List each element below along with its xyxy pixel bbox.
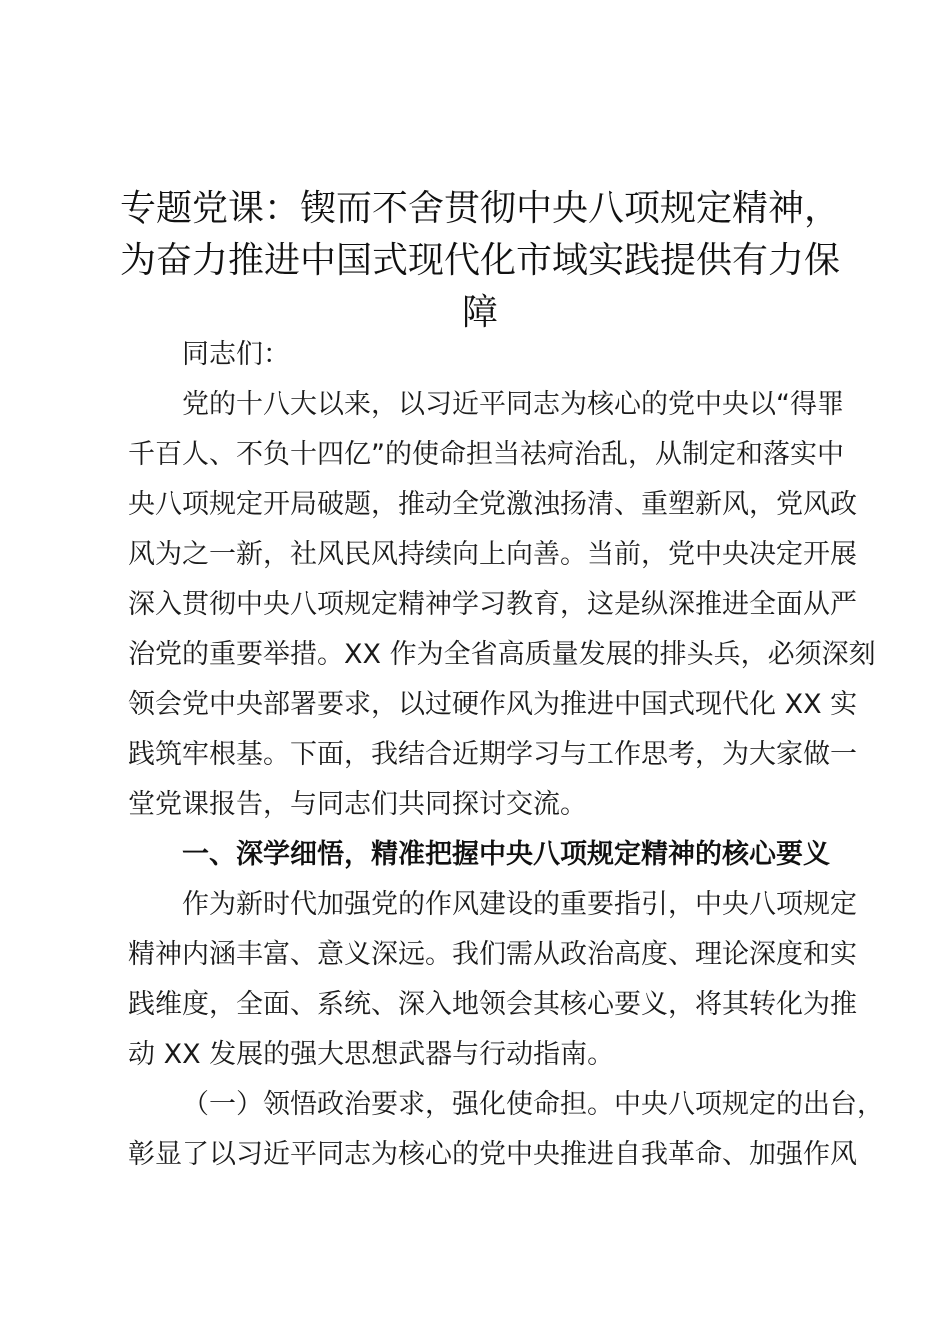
greeting <box>128 330 850 380</box>
section-heading-text: 一、深学细悟，精准把握中央八项规定精神的核心要义 <box>182 839 830 870</box>
document-body <box>128 330 884 1180</box>
paragraph-line: 央八项规定开局破题，推动全党激浊扬清、重塑新风，党风政 <box>128 489 857 520</box>
paragraph-line: 治党的重要举措。XX 作为全省高质量发展的排头兵，必须深刻 <box>128 639 876 670</box>
greeting-text: 同志们： <box>182 339 290 370</box>
section-heading <box>128 830 850 880</box>
paragraph-line: 作为新时代加强党的作风建设的重要指引，中央八项规定 <box>182 889 857 920</box>
document-title <box>120 183 840 339</box>
title-line-3: 障 <box>461 292 498 333</box>
intro-paragraph <box>128 380 876 830</box>
paragraph-line: 领会党中央部署要求，以过硬作风为推进中国式现代化 XX 实 <box>128 689 858 720</box>
title-line-1: 专题党课：锲而不舍贯彻中央八项规定精神， <box>120 188 841 229</box>
paragraph-line: 党的十八大以来，以习近平同志为核心的党中央以“得罪 <box>182 389 844 420</box>
subsection-paragraph <box>128 1080 884 1180</box>
paragraph-line: 千百人、不负十四亿”的使命担当祛疴治乱，从制定和落实中 <box>128 439 844 470</box>
section-intro-paragraph <box>128 880 857 1080</box>
paragraph-line: 彰显了以习近平同志为核心的党中央推进自我革命、加强作风 <box>128 1139 857 1170</box>
paragraph-line: 践筑牢根基。下面，我结合近期学习与工作思考，为大家做一 <box>128 739 857 770</box>
paragraph-line: 精神内涵丰富、意义深远。我们需从政治高度、理论深度和实 <box>128 939 857 970</box>
paragraph-line: 践维度，全面、系统、深入地领会其核心要义，将其转化为推 <box>128 989 857 1020</box>
paragraph-line: （一）领悟政治要求，强化使命担。中央八项规定的出台， <box>182 1089 884 1120</box>
paragraph-line: 动 XX 发展的强大思想武器与行动指南。 <box>128 1039 615 1070</box>
paragraph-line: 堂党课报告，与同志们共同探讨交流。 <box>128 789 587 820</box>
paragraph-line: 深入贯彻中央八项规定精神学习教育，这是纵深推进全面从严 <box>128 589 857 620</box>
paragraph-line: 风为之一新，社风民风持续向上向善。当前，党中央决定开展 <box>128 539 857 570</box>
title-line-2: 为奋力推进中国式现代化市域实践提供有力保 <box>120 240 841 281</box>
